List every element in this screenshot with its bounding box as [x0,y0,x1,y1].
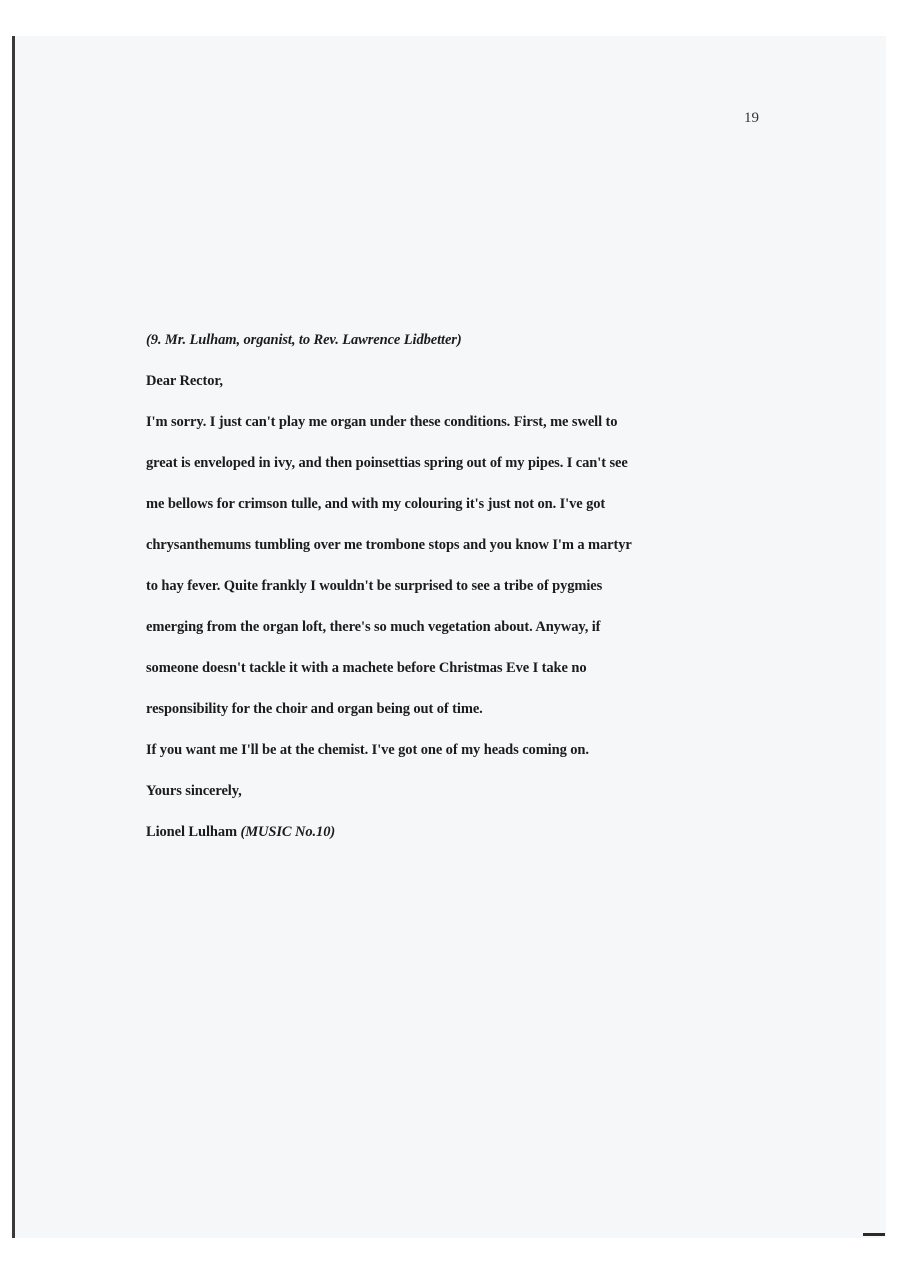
body-line: responsibility for the choir and organ being out of time. [146,701,483,717]
signature-line [146,812,766,853]
page-number: 19 [744,110,759,126]
salutation: Dear Rector, [146,373,223,389]
body-line: emerging from the organ loft, there's so much vegetation about. Anyway, if [146,619,601,635]
letter-text [146,320,766,853]
signature-music-note: (MUSIC No.10) [240,824,336,840]
page-left-edge [12,36,15,1238]
signature-name: Lionel Lulham [146,824,237,840]
body-line: chrysanthemums tumbling over me trombone stops and you know I'm a martyr [146,537,632,553]
body-line: I'm sorry. I just can't play me organ under these conditions. First, me swell to [146,414,618,430]
body-line: to hay fever. Quite frankly I wouldn't be surprised to see a tribe of pygmies [146,578,603,594]
letter-heading: (9. Mr. Lulham, organist, to Rev. Lawrence Lidbetter) [146,332,462,348]
body-line: someone doesn't tackle it with a machete before Christmas Eve I take no [146,660,587,676]
body-line: great is enveloped in ivy, and then poinsettias spring out of my pipes. I can't see [146,455,628,471]
postscript: If you want me I'll be at the chemist. I've got one of my heads coming on. [146,742,589,758]
closing: Yours sincerely, [146,783,242,799]
corner-mark [863,1233,885,1236]
body-line: me bellows for crimson tulle, and with my colouring it's just not on. I've got [146,496,606,512]
